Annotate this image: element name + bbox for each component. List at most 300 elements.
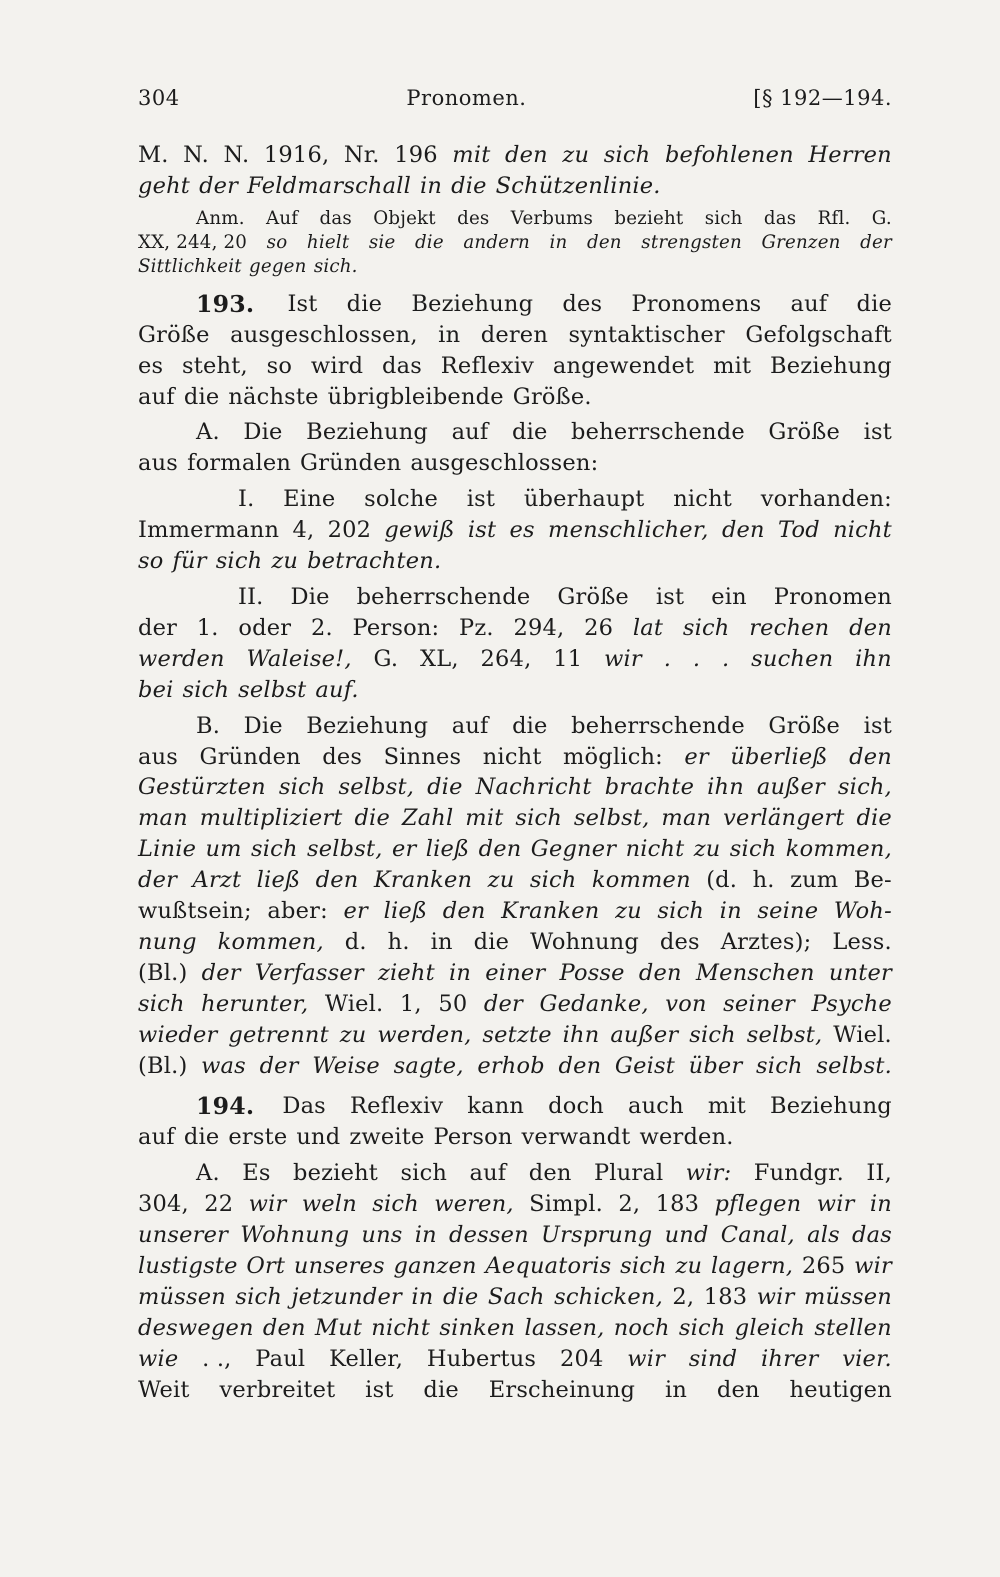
word: Pz. bbox=[459, 614, 494, 641]
text-line bbox=[138, 171, 892, 202]
word: getrennt bbox=[228, 1021, 329, 1048]
word: sich bbox=[657, 898, 705, 925]
text-line bbox=[138, 1282, 892, 1313]
word: unter bbox=[828, 959, 892, 986]
word: zu bbox=[615, 898, 642, 925]
word: bezieht bbox=[614, 207, 684, 229]
word: die bbox=[856, 805, 892, 832]
word: den bbox=[478, 836, 522, 863]
word: . bbox=[692, 645, 701, 672]
word: wußtsein; bbox=[138, 898, 252, 925]
word: Hubertus bbox=[426, 1345, 537, 1372]
word: . bbox=[722, 645, 730, 672]
word: N. bbox=[223, 142, 250, 168]
word: menschlicher, bbox=[548, 517, 709, 544]
word: weren, bbox=[434, 1191, 514, 1218]
word: und bbox=[664, 1222, 709, 1249]
word: und bbox=[296, 1124, 341, 1151]
word: Pronomens bbox=[631, 290, 762, 317]
note-line bbox=[138, 255, 892, 279]
word: Keller, bbox=[329, 1345, 404, 1372]
word: sich bbox=[278, 774, 326, 801]
text-line bbox=[138, 989, 892, 1020]
word: bei bbox=[138, 676, 174, 703]
word: sich bbox=[729, 836, 777, 863]
word: sich bbox=[215, 548, 263, 575]
word: den bbox=[442, 898, 486, 925]
word: ist bbox=[655, 583, 685, 610]
word: syntaktischer bbox=[568, 321, 725, 348]
word: formalen bbox=[187, 450, 292, 477]
word: zu bbox=[562, 142, 590, 168]
word: in bbox=[414, 1222, 437, 1249]
word: in bbox=[664, 1376, 688, 1403]
word: Person: bbox=[352, 614, 440, 641]
word: müssen bbox=[803, 1283, 892, 1310]
word: verwandt bbox=[521, 1124, 631, 1151]
word: für bbox=[172, 548, 207, 575]
word: der bbox=[259, 1052, 299, 1079]
word: nicht bbox=[673, 486, 733, 513]
text-line bbox=[138, 140, 892, 171]
word: 11 bbox=[553, 645, 583, 672]
word: Ursprung bbox=[541, 1222, 653, 1249]
word: geht bbox=[138, 172, 191, 199]
text-line bbox=[138, 958, 892, 989]
word: strengsten bbox=[641, 231, 742, 253]
word: die bbox=[511, 419, 548, 446]
word: er bbox=[391, 836, 417, 863]
word: Fundgr. bbox=[753, 1160, 845, 1187]
word: 2, bbox=[618, 1191, 641, 1218]
word: werden, bbox=[377, 1021, 472, 1048]
word: übrigbleibende bbox=[327, 383, 504, 410]
word: Paul bbox=[255, 1345, 306, 1372]
word: unseres bbox=[293, 1253, 385, 1279]
word: Ist bbox=[287, 290, 318, 317]
note-line bbox=[138, 207, 892, 231]
word: selbst, bbox=[573, 805, 650, 832]
word: 50 bbox=[438, 990, 468, 1017]
word: Menschen bbox=[695, 959, 815, 986]
text-line bbox=[138, 772, 892, 803]
word: stellen bbox=[814, 1314, 892, 1341]
word: ihn bbox=[562, 1021, 600, 1048]
word: Die bbox=[290, 583, 330, 610]
word: ließ bbox=[383, 898, 428, 925]
word: Beziehung bbox=[306, 419, 428, 446]
word: vorhanden: bbox=[760, 486, 892, 513]
word: aber: bbox=[267, 898, 328, 925]
word: möglich: bbox=[563, 743, 663, 770]
word: ausgeschlossen: bbox=[410, 450, 599, 477]
word: Wohnung bbox=[240, 1222, 350, 1249]
word: bezieht bbox=[293, 1160, 379, 1187]
word: h. bbox=[752, 867, 775, 894]
text-line bbox=[138, 484, 892, 515]
text-line bbox=[138, 1375, 892, 1406]
word: Mut bbox=[314, 1314, 363, 1341]
word: beherrschende bbox=[356, 583, 531, 610]
word: die bbox=[414, 231, 444, 253]
word: 22 bbox=[204, 1191, 234, 1218]
word: Gedanke, bbox=[539, 990, 649, 1017]
word: Plural bbox=[593, 1160, 664, 1187]
word: Beziehung bbox=[306, 712, 429, 739]
word: den bbox=[638, 959, 682, 986]
word: nicht bbox=[371, 1314, 431, 1341]
word: zu bbox=[271, 548, 299, 575]
word: Größe bbox=[557, 583, 629, 610]
word: selbst. bbox=[816, 1052, 892, 1079]
word: ausgeschlossen, bbox=[230, 321, 418, 348]
word: noch bbox=[613, 1314, 670, 1341]
word: 202 bbox=[327, 517, 372, 544]
word: rechen bbox=[749, 614, 830, 641]
word: Größe bbox=[138, 321, 210, 348]
word: kann bbox=[467, 1093, 525, 1120]
word: mit bbox=[707, 1093, 746, 1120]
word: auf bbox=[138, 383, 175, 410]
word: ist bbox=[466, 486, 496, 513]
word: sich bbox=[603, 142, 651, 168]
text-line bbox=[138, 834, 892, 865]
word: mit bbox=[452, 142, 491, 168]
word: verbreitet bbox=[219, 1376, 336, 1403]
word: selbst, bbox=[307, 836, 383, 863]
word: lustigste bbox=[138, 1253, 238, 1279]
word: Wiel. bbox=[324, 990, 384, 1017]
text-line bbox=[138, 1051, 892, 1082]
word: wir bbox=[816, 1191, 855, 1218]
word: beherrschende bbox=[571, 419, 745, 446]
word: Gründen bbox=[199, 743, 301, 770]
word: wie bbox=[138, 1345, 179, 1372]
word: 196 bbox=[394, 142, 438, 168]
word: Wiel. bbox=[833, 1021, 892, 1048]
word: selbst, bbox=[338, 774, 415, 801]
word: Geist bbox=[614, 1052, 675, 1079]
word: die bbox=[512, 712, 548, 739]
word: die bbox=[451, 172, 487, 199]
word: ist bbox=[863, 712, 892, 739]
word: 4, bbox=[292, 517, 315, 544]
word: hielt bbox=[306, 231, 350, 253]
word: in bbox=[449, 959, 472, 986]
text-line bbox=[138, 546, 892, 577]
text-line bbox=[138, 417, 892, 448]
word: unserer bbox=[138, 1222, 229, 1249]
word: 204 bbox=[559, 1345, 604, 1372]
word: in bbox=[411, 1283, 434, 1310]
word: XX, 244, 20 bbox=[138, 231, 248, 253]
word: der bbox=[199, 172, 239, 199]
word: B. bbox=[196, 712, 221, 739]
word: herunter, bbox=[201, 990, 309, 1017]
word: des bbox=[562, 290, 603, 317]
word: dessen bbox=[448, 1222, 529, 1249]
word: Sach bbox=[487, 1283, 545, 1310]
word: lat bbox=[632, 614, 664, 641]
word: sich bbox=[682, 614, 730, 641]
word: nächste bbox=[228, 383, 319, 410]
word: doch bbox=[548, 1093, 604, 1120]
word: Posse bbox=[559, 959, 625, 986]
word: sich, bbox=[837, 774, 892, 801]
running-title: Pronomen. bbox=[406, 86, 527, 110]
text-line bbox=[138, 1220, 892, 1251]
word: sich bbox=[138, 990, 185, 1017]
word: Objekt bbox=[373, 207, 436, 229]
word: den bbox=[716, 1376, 760, 1403]
word: sich bbox=[756, 1052, 803, 1079]
word: Das bbox=[282, 1093, 326, 1120]
word: setzte bbox=[482, 1021, 552, 1048]
word: den bbox=[849, 614, 892, 641]
word: man bbox=[138, 805, 188, 832]
word: Be- bbox=[853, 867, 892, 894]
word: wir bbox=[248, 1191, 287, 1218]
word: die bbox=[423, 1376, 459, 1403]
text-line bbox=[138, 1313, 892, 1344]
word: Wohnung bbox=[530, 928, 639, 955]
word: Aequatoris bbox=[485, 1253, 612, 1279]
word: ist bbox=[863, 419, 892, 446]
word: Auf bbox=[266, 207, 299, 229]
text-line bbox=[138, 1091, 892, 1122]
word: um bbox=[205, 836, 242, 863]
word: einer bbox=[485, 959, 546, 986]
word: sagte, bbox=[393, 1052, 464, 1079]
word: deren bbox=[480, 321, 549, 348]
word: aus bbox=[138, 450, 179, 477]
text-line bbox=[138, 351, 892, 382]
word: nung bbox=[138, 928, 197, 955]
word: aus bbox=[138, 743, 179, 770]
text-line bbox=[138, 320, 892, 351]
word: Reflexiv bbox=[440, 352, 535, 379]
word: er bbox=[684, 743, 709, 770]
word: die bbox=[442, 1283, 479, 1310]
word: Psyche bbox=[811, 990, 892, 1017]
word: müssen bbox=[138, 1283, 226, 1310]
word: sich bbox=[400, 1160, 448, 1187]
word: den bbox=[558, 1052, 602, 1079]
word: ist bbox=[467, 517, 497, 544]
word: 294, bbox=[513, 614, 565, 641]
word: Größe bbox=[768, 419, 841, 446]
word: so bbox=[266, 231, 288, 253]
word: Herren bbox=[808, 142, 892, 168]
word: der bbox=[201, 959, 241, 986]
word: Tod bbox=[778, 517, 820, 544]
text-line bbox=[138, 448, 892, 479]
word: XL, bbox=[420, 645, 459, 672]
word: gleich bbox=[734, 1314, 806, 1341]
word: uns bbox=[361, 1222, 403, 1249]
text-line bbox=[138, 865, 892, 896]
word: ihn bbox=[707, 774, 744, 801]
word: die bbox=[856, 290, 892, 317]
word: sich bbox=[620, 1253, 667, 1279]
word: zum bbox=[790, 867, 839, 894]
word: sich bbox=[515, 805, 563, 832]
word: 264, bbox=[480, 645, 532, 672]
word: den bbox=[849, 743, 892, 770]
word: (Bl.) bbox=[138, 959, 188, 986]
word: wir bbox=[627, 1345, 666, 1372]
word: die bbox=[183, 1124, 220, 1151]
word: Eine bbox=[283, 486, 336, 513]
word: Anm. bbox=[196, 207, 245, 229]
word: 304, bbox=[138, 1191, 189, 1218]
word: es bbox=[509, 517, 535, 544]
word: der bbox=[483, 990, 523, 1017]
word: Simpl. bbox=[529, 1191, 604, 1218]
word: 1. bbox=[196, 614, 219, 641]
word: sich bbox=[678, 1314, 726, 1341]
word: erste bbox=[228, 1124, 288, 1151]
word: wird bbox=[310, 352, 364, 379]
text-line bbox=[138, 711, 892, 742]
word: Sinnes bbox=[383, 743, 462, 770]
word: selbst bbox=[238, 676, 307, 703]
word: 1916, bbox=[263, 142, 330, 168]
word: Feldmarschall bbox=[247, 172, 411, 199]
word: Arzt bbox=[192, 867, 242, 894]
text-line bbox=[138, 582, 892, 613]
word: kommen, bbox=[217, 928, 324, 955]
word: kommen bbox=[591, 867, 691, 894]
body-text bbox=[138, 140, 892, 1406]
word: Less. bbox=[832, 928, 892, 955]
word: 2, bbox=[672, 1283, 695, 1310]
word: Grenzen bbox=[761, 231, 841, 253]
word: Schützenlinie. bbox=[495, 172, 661, 199]
word: Immermann bbox=[138, 517, 280, 544]
text-line bbox=[138, 896, 892, 927]
word: in bbox=[420, 172, 443, 199]
word: sich bbox=[235, 1283, 283, 1310]
word: suchen bbox=[751, 645, 834, 672]
word: ist bbox=[365, 1376, 394, 1403]
text-line bbox=[138, 675, 892, 706]
word: II, bbox=[866, 1160, 892, 1187]
word: als bbox=[807, 1222, 840, 1249]
word: die bbox=[427, 774, 463, 801]
word: Beziehung bbox=[411, 290, 534, 317]
word: ließ bbox=[425, 836, 470, 863]
word: in bbox=[430, 928, 453, 955]
word: über bbox=[688, 1052, 743, 1079]
word: jetzunder bbox=[291, 1283, 402, 1310]
word: G. bbox=[373, 645, 399, 672]
text-line bbox=[138, 1189, 892, 1220]
word: Beziehung bbox=[770, 352, 892, 379]
word: werden. bbox=[639, 1124, 734, 1151]
text-line bbox=[138, 644, 892, 675]
word: den bbox=[262, 1314, 306, 1341]
section-number: 194. bbox=[196, 1092, 255, 1121]
text-line bbox=[138, 289, 892, 320]
word: zieht bbox=[377, 959, 435, 986]
page-number: 304 bbox=[138, 86, 180, 110]
word: solche bbox=[364, 486, 439, 513]
word: betrachten. bbox=[307, 548, 442, 575]
word: Gestürzten bbox=[138, 774, 266, 801]
word: Verfasser bbox=[254, 959, 364, 986]
word: die bbox=[346, 290, 383, 317]
word: Größe. bbox=[512, 383, 592, 410]
word: von bbox=[665, 990, 707, 1017]
word: sinken bbox=[439, 1314, 516, 1341]
word: . ., bbox=[202, 1345, 232, 1372]
word: gewiß bbox=[384, 517, 455, 544]
word: ihrer bbox=[760, 1345, 819, 1372]
word: 1, bbox=[399, 990, 422, 1017]
word: I. bbox=[238, 486, 255, 513]
word: man bbox=[661, 805, 712, 832]
word: (Bl.) bbox=[138, 1052, 188, 1079]
word: befohlenen bbox=[664, 142, 794, 168]
word: den bbox=[528, 1160, 572, 1187]
word: außer bbox=[610, 1021, 679, 1048]
word: ließ bbox=[256, 867, 301, 894]
word: sich bbox=[182, 676, 230, 703]
text-line bbox=[138, 803, 892, 834]
text-line bbox=[138, 1122, 892, 1153]
word: seiner bbox=[723, 990, 795, 1017]
word: zu bbox=[693, 836, 721, 863]
word: Gefolgschaft bbox=[745, 321, 892, 348]
word: nicht bbox=[833, 517, 892, 544]
word: der bbox=[138, 867, 178, 894]
word: beherrschende bbox=[571, 712, 745, 739]
word: A. bbox=[196, 1160, 220, 1187]
word: Zahl bbox=[401, 805, 454, 832]
word: 26 bbox=[584, 614, 614, 641]
word: den bbox=[315, 867, 359, 894]
word: sich. bbox=[313, 255, 358, 277]
word: . bbox=[663, 645, 672, 672]
word: in bbox=[719, 898, 742, 925]
word: ein bbox=[711, 583, 747, 610]
word: auf bbox=[451, 712, 489, 739]
section-number: 193. bbox=[196, 289, 255, 318]
word: Rfl. bbox=[817, 207, 851, 229]
note-line bbox=[138, 231, 892, 255]
word: Gründen bbox=[300, 450, 402, 477]
word: Person bbox=[433, 1124, 513, 1151]
word: zu bbox=[675, 1253, 703, 1279]
word: Beziehung bbox=[770, 1093, 892, 1120]
word: das bbox=[763, 207, 797, 229]
word: Sittlichkeit bbox=[138, 255, 242, 277]
word: mit bbox=[713, 352, 752, 379]
word: Ort bbox=[246, 1253, 286, 1279]
text-line bbox=[138, 1158, 892, 1189]
word: Nachricht bbox=[475, 774, 592, 801]
word: er bbox=[343, 898, 368, 925]
word: auf bbox=[469, 1160, 507, 1187]
word: auf bbox=[451, 419, 489, 446]
word: ganzen bbox=[393, 1253, 477, 1279]
word: 183 bbox=[655, 1191, 700, 1218]
text-line bbox=[138, 1251, 892, 1282]
word: heutigen bbox=[789, 1376, 892, 1403]
word: selbst, bbox=[746, 1021, 823, 1048]
word: so bbox=[266, 352, 293, 379]
